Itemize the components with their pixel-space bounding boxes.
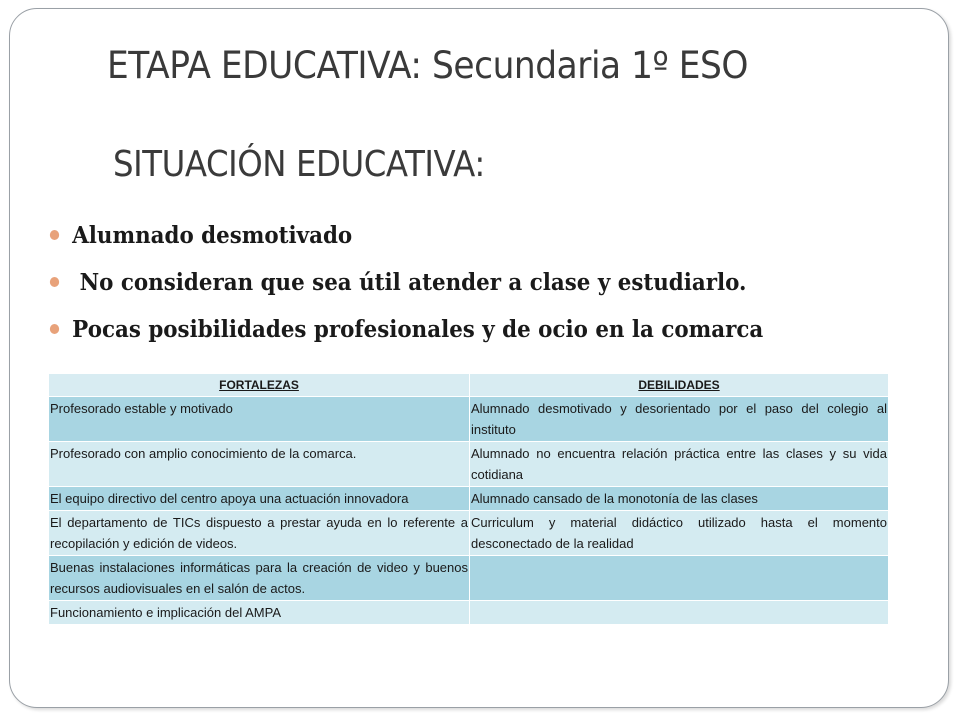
bullet-dot-icon [50,277,59,287]
debilidad-cell: Alumnado cansado de la monotonía de las clases [470,487,889,511]
bullet-dot-icon [50,230,59,240]
fortaleza-cell: Profesorado con amplio conocimiento de la comarca. [49,442,470,487]
debilidad-cell: Alumnado no encuentra relación práctica entre las clases y su vida cotidiana [470,442,889,487]
bullet-list [48,216,817,357]
bullet-text: Alumnado desmotivado [72,222,353,249]
bullet-dot-icon [50,324,59,334]
fortaleza-cell: El departamento de TICs dispuesto a prestar ayuda en lo referente a recopilación y edición de videos. [49,511,470,556]
debilidad-cell: Alumnado desmotivado y desorientado por el paso del colegio al instituto [470,397,889,442]
bullet-item [48,263,763,310]
table-row [49,556,889,601]
slide-title: ETAPA EDUCATIVA: Secundaria 1º ESO [107,44,749,87]
bullet-item [48,310,763,357]
header-fortalezas: FORTALEZAS [49,374,470,397]
table-row [49,487,889,511]
bullet-text: Pocas posibilidades profesionales y de ocio en la comarca [72,316,764,343]
table-row [49,442,889,487]
table-row [49,601,889,625]
bullet-item [48,216,763,263]
table-row [49,511,889,556]
table-header-row [49,374,889,397]
swot-table [48,373,889,625]
fortaleza-cell: Funcionamiento e implicación del AMPA [49,601,470,625]
debilidad-cell [470,601,889,625]
fortaleza-cell: Profesorado estable y motivado [49,397,470,442]
header-debilidades: DEBILIDADES [470,374,889,397]
debilidad-cell [470,556,889,601]
fortaleza-cell: Buenas instalaciones informáticas para la creación de video y buenos recursos audiovisuales en el salón de actos. [49,556,470,601]
bullet-text: No consideran que sea útil atender a clase y estudiarlo. [72,269,747,296]
debilidad-cell: Curriculum y material didáctico utilizado hasta el momento desconectado de la realidad [470,511,889,556]
fortaleza-cell: El equipo directivo del centro apoya una actuación innovadora [49,487,470,511]
slide-subtitle: SITUACIÓN EDUCATIVA: [113,144,485,185]
table-row [49,397,889,442]
